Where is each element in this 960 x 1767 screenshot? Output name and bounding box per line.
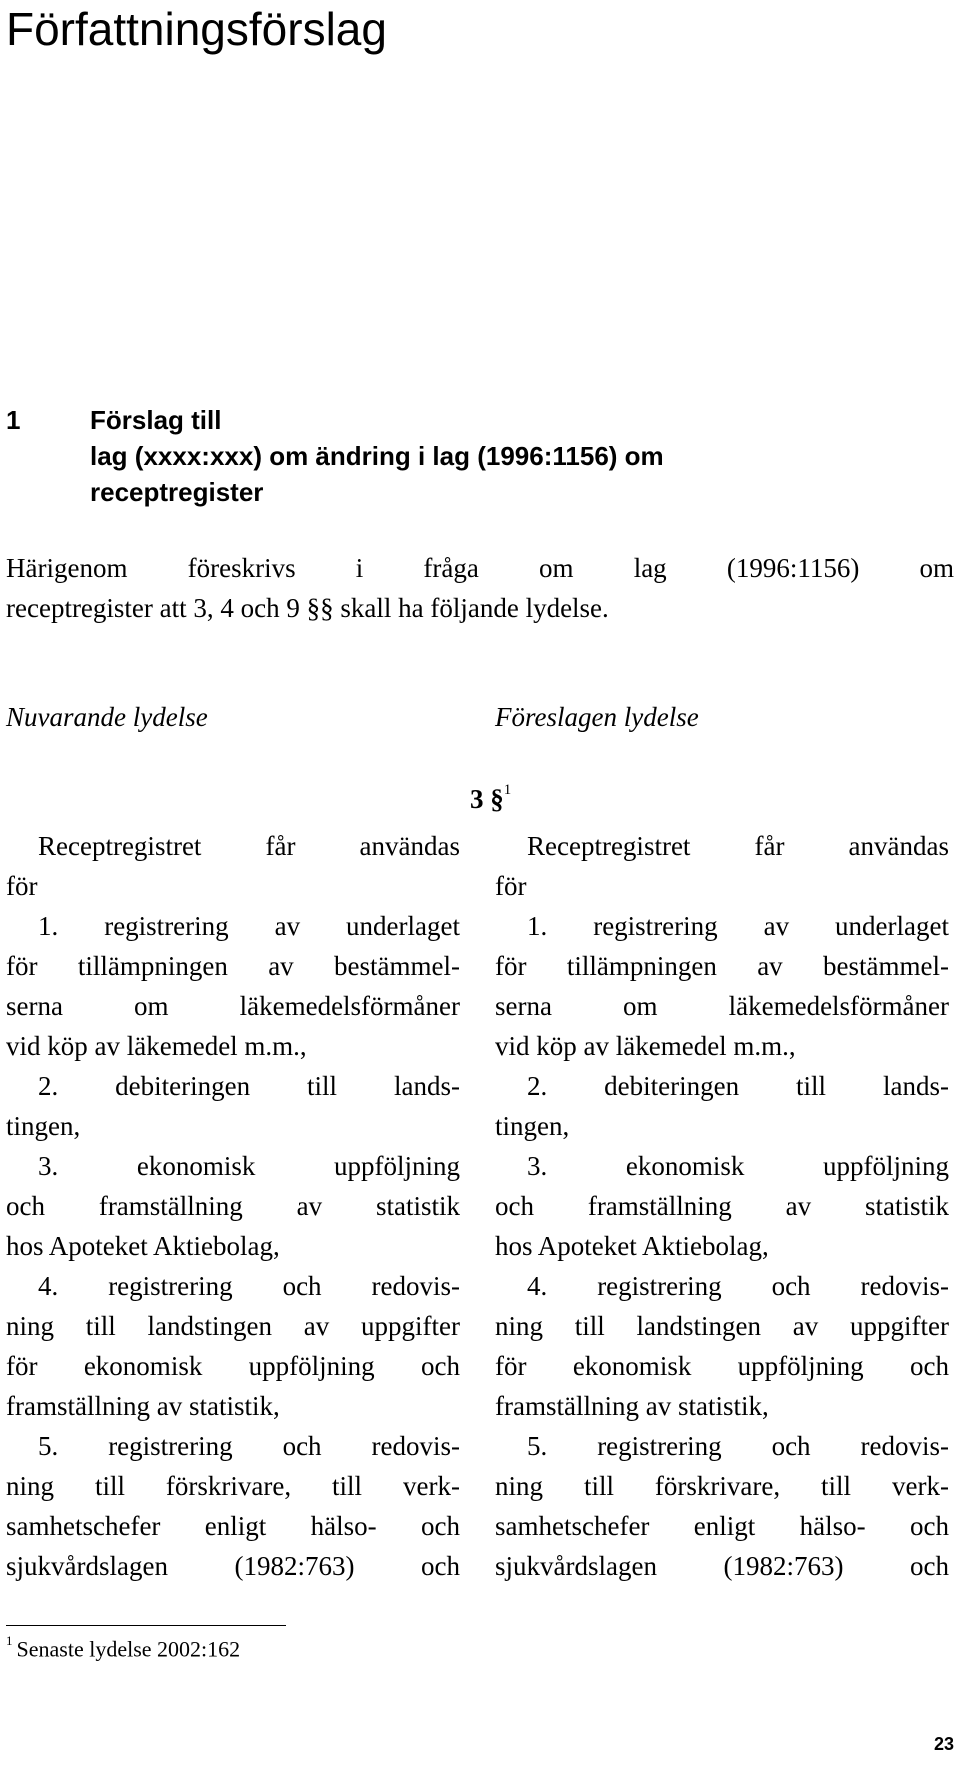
paragraph-line: 3. ekonomisk uppföljning <box>527 1151 949 1181</box>
paragraph-line: 1. registrering av underlaget <box>527 911 949 941</box>
heading-lines <box>90 402 930 510</box>
footnote-divider <box>6 1625 286 1626</box>
paragraph-line: 5. registrering och redovis- <box>527 1431 949 1461</box>
heading-line: lag (xxxx:xxx) om ändring i lag (1996:1156) om <box>90 441 664 471</box>
paragraph-line: för tillämpningen av bestämmel- <box>6 951 460 981</box>
paragraph-line: sjukvårdslagen (1982:763) och <box>495 1551 949 1581</box>
paragraph-line: ning till landstingen av uppgifter <box>6 1311 460 1341</box>
current-wording-label: Nuvarande lydelse <box>6 702 208 732</box>
page-number: 23 <box>933 1734 954 1754</box>
heading-number: 1 <box>6 405 21 435</box>
intro-line: Härigenom föreskrivs i fråga om lag (1996:1156) om <box>6 553 954 583</box>
paragraph-line: 2. debiteringen till lands- <box>527 1071 949 1101</box>
section-mark <box>470 784 511 815</box>
paragraph-line: och framställning av statistik <box>6 1191 460 1221</box>
paragraph-line: hos Apoteket Aktiebolag, <box>6 1231 280 1261</box>
paragraph-line: för tillämpningen av bestämmel- <box>495 951 949 981</box>
proposed-wording-label: Föreslagen lydelse <box>495 702 699 732</box>
footnote-ref: 1 <box>503 782 512 798</box>
heading-line: receptregister <box>90 477 264 507</box>
paragraph-line: tingen, <box>6 1111 81 1141</box>
paragraph-line: framställning av statistik, <box>495 1391 769 1421</box>
paragraph-line: ning till förskrivare, till verk- <box>495 1471 949 1501</box>
paragraph-line: serna om läkemedelsförmåner <box>6 991 460 1021</box>
paragraph-line: tingen, <box>495 1111 570 1141</box>
paragraph-line: för <box>495 871 527 901</box>
paragraph-line: serna om läkemedelsförmåner <box>495 991 949 1021</box>
proposed-wording-column <box>495 826 949 1586</box>
intro-line: receptregister att 3, 4 och 9 §§ skall ha följande lydelse. <box>6 593 609 623</box>
current-wording-column <box>6 826 460 1586</box>
paragraph-line: 1. registrering av underlaget <box>38 911 460 941</box>
paragraph-line: 4. registrering och redovis- <box>527 1271 949 1301</box>
paragraph-line: och framställning av statistik <box>495 1191 949 1221</box>
paragraph-line: samhetschefer enligt hälso- och <box>495 1511 949 1541</box>
paragraph-line: ning till förskrivare, till verk- <box>6 1471 460 1501</box>
paragraph-line: för ekonomisk uppföljning och <box>495 1351 949 1381</box>
section-label: 3 § <box>470 784 504 814</box>
paragraph-line: för ekonomisk uppföljning och <box>6 1351 460 1381</box>
paragraph-line: ning till landstingen av uppgifter <box>495 1311 949 1341</box>
heading-line: Förslag till <box>90 405 222 435</box>
paragraph-line: för <box>6 871 38 901</box>
footnote <box>6 1633 241 1662</box>
paragraph-line: 5. registrering och redovis- <box>38 1431 460 1461</box>
page-title: Författningsförslag <box>6 3 387 55</box>
footnote-number: 1 <box>6 1633 13 1648</box>
paragraph-line: 4. registrering och redovis- <box>38 1271 460 1301</box>
footnote-text: Senaste lydelse 2002:162 <box>16 1636 241 1662</box>
paragraph-line: hos Apoteket Aktiebolag, <box>495 1231 769 1261</box>
paragraph-line: vid köp av läkemedel m.m., <box>6 1031 307 1061</box>
paragraph-line: Receptregistret får användas <box>38 831 460 861</box>
paragraph-line: sjukvårdslagen (1982:763) och <box>6 1551 460 1581</box>
paragraph-line: samhetschefer enligt hälso- och <box>6 1511 460 1541</box>
paragraph-line: 2. debiteringen till lands- <box>38 1071 460 1101</box>
paragraph-line: 3. ekonomisk uppföljning <box>38 1151 460 1181</box>
intro-paragraph <box>6 548 954 628</box>
paragraph-line: Receptregistret får användas <box>527 831 949 861</box>
paragraph-line: vid köp av läkemedel m.m., <box>495 1031 796 1061</box>
paragraph-line: framställning av statistik, <box>6 1391 280 1421</box>
